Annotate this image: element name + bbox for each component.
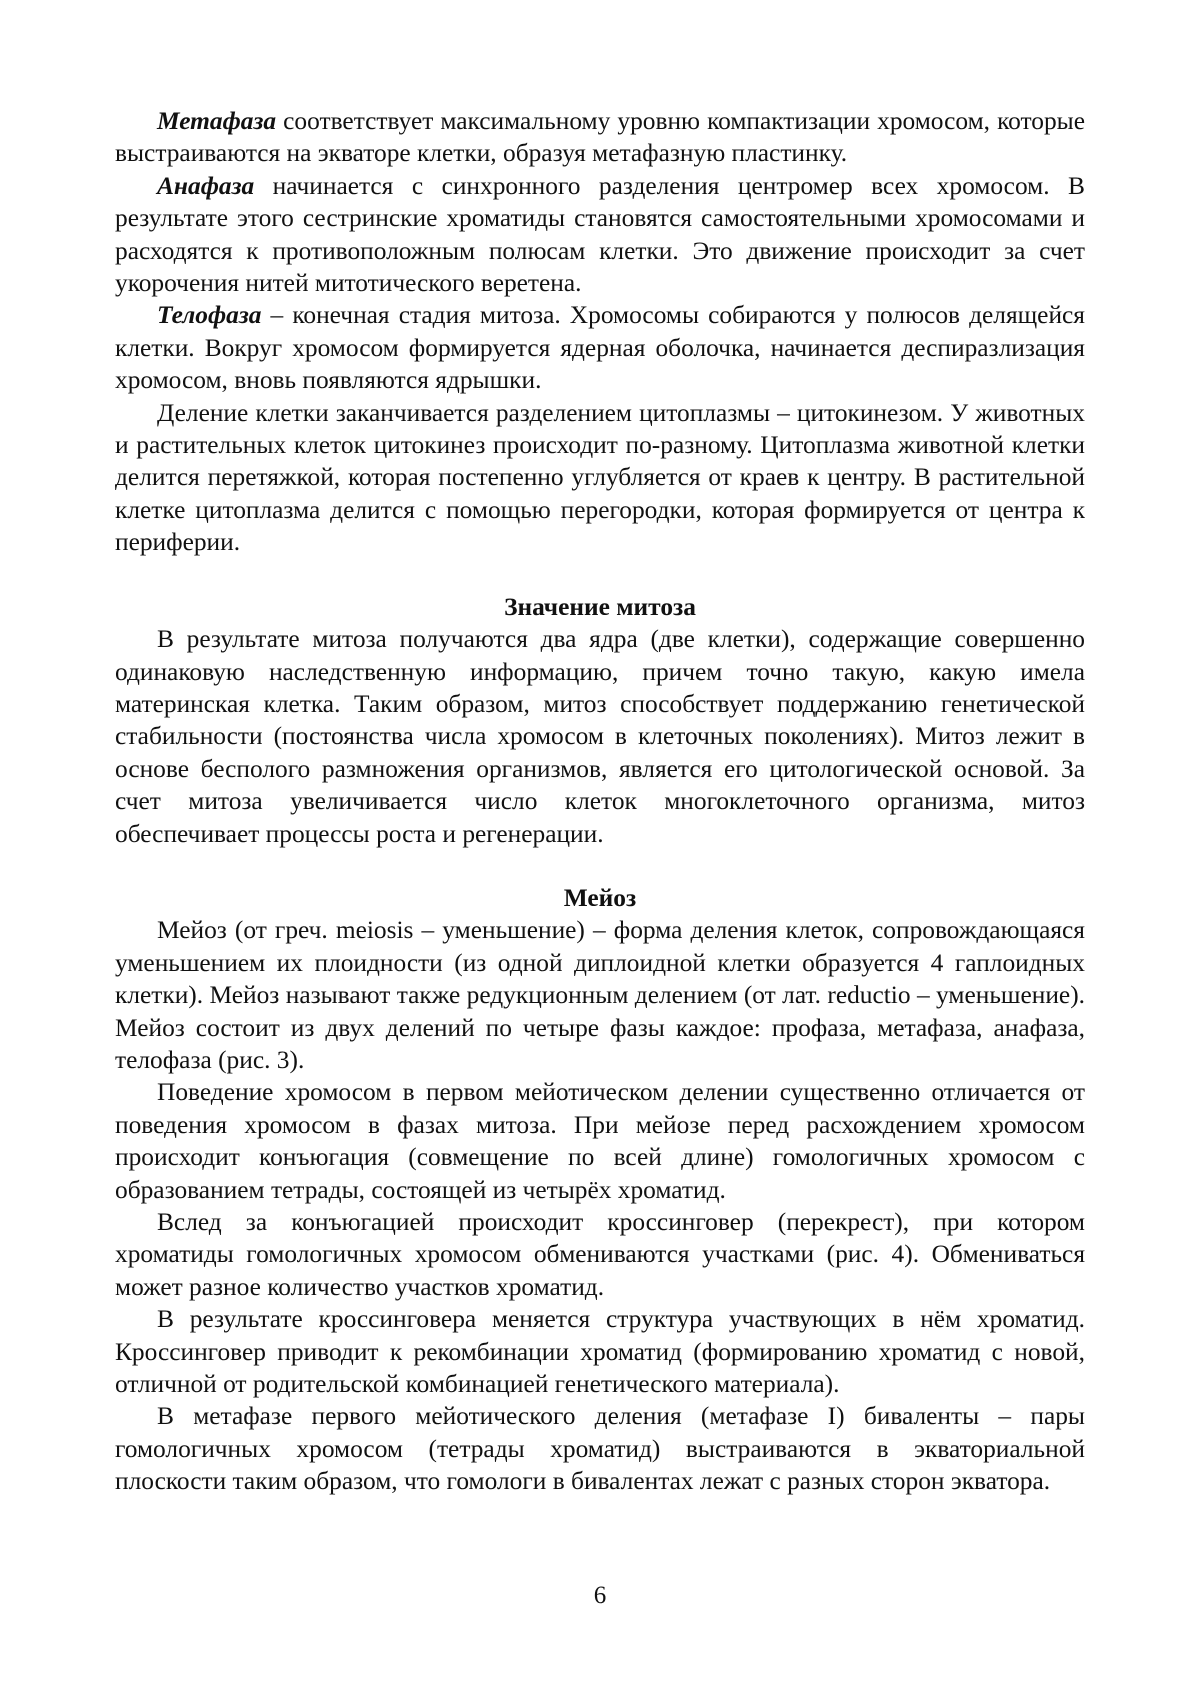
paragraph-text: начинается с синхронного разделения центромер всех хромосом. В результате этого сестринские хроматиды становятся самостоятельными хромосомами и расходятся к противоположным полюсам клетки. Это движение происходит за счет укорочения нитей митотического веретена. xyxy=(115,171,1085,298)
paragraph-meiosis-definition: Мейоз (от греч. meiosis – уменьшение) – форма деления клеток, сопровождающаяся уменьшением их плоидности (из одной диплоидной клетки образуется 4 гаплоидных клетки). Мейоз называют также редукционным делением (от лат. reductio – уменьшение). Мейоз состоит из двух делений по четыре фазы каждое: профаза, метафаза, анафаза, телофаза (рис. 3). xyxy=(115,916,1085,1074)
paragraph-mitosis-significance: В результате митоза получаются два ядра (две клетки), содержащие совершенно одинаковую наследственную информацию, причем точно такую, какую имела материнская клетка. Таким образом, митоз способствует поддержанию генетической стабильности (постоянства числа хромосом в клеточных поколениях). Митоз лежит в основе бесполого размножения организмов, является его цитологической основой. За счет митоза увеличивается число клеток многоклеточного организма, митоз обеспечивает процессы роста и регенерации. xyxy=(115,625,1085,848)
term-anaphase: Анафаза xyxy=(157,171,255,200)
paragraph-recombination: В результате кроссинговера меняется структура участвующих в нём хроматид. Кроссинговер приводит к рекомбинации хроматид (формированию хроматид с новой, отличной от родительской комбинацией генетического материала). xyxy=(115,1305,1085,1399)
document-page xyxy=(115,105,1085,1498)
paragraph-metaphase xyxy=(115,105,1085,170)
paragraph-anaphase xyxy=(115,170,1085,300)
paragraph-telophase xyxy=(115,299,1085,396)
heading-mitosis-significance: Значение митоза xyxy=(504,592,696,621)
section-spacer xyxy=(115,559,1085,591)
paragraph-crossing-over: Вслед за конъюгацией происходит кроссинговер (перекрест), при котором хроматиды гомологичных хромосом обмениваются участками (рис. 4). Обмениваться может разное количество участков хроматид. xyxy=(115,1208,1085,1301)
paragraph-text: – конечная стадия митоза. Хромосомы собираются у полюсов делящейся клетки. Вокруг хромосом формируется ядерная оболочка, начинается деспиразлизация хромосом, вновь появляются ядрышки. xyxy=(115,301,1085,395)
paragraph-chromosome-behavior: Поведение хромосом в первом мейотическом делении существенно отличается от поведения хромосом в фазах митоза. При мейозе перед расхождением хромосом происходит конъюгация (совмещение по всей длине) гомологичных хромосом с образованием тетрады, состоящей из четырёх хроматид. xyxy=(115,1078,1085,1204)
page-number: 6 xyxy=(593,1582,607,1609)
term-telophase: Телофаза xyxy=(157,301,262,330)
term-metaphase: Метафаза xyxy=(157,107,277,135)
heading-meiosis: Мейоз xyxy=(563,883,637,912)
paragraph-cytokinesis: Деление клетки заканчивается разделением цитоплазмы – цитокинезом. У животных и растительных клеток цитокинез происходит по-разному. Цитоплазма животной клетки делится перетяжкой, которая постепенно углубляется от краев к центру. В растительной клетке цитоплазма делится с помощью перегородки, которая формируется от центра к периферии. xyxy=(115,398,1085,557)
section-spacer xyxy=(115,850,1085,882)
paragraph-text: соответствует максимальному уровню компактизации хромосом, которые выстраиваются на экваторе клетки, образуя метафазную пластинку. xyxy=(115,107,1085,168)
paragraph-metaphase-one: В метафазе первого мейотического деления (метафазе I) биваленты – пары гомологичных хромосом (тетрады хроматид) выстраиваются в экваториальной плоскости таким образом, что гомологи в бивалентах лежат с разных сторон экватора. xyxy=(115,1402,1085,1496)
